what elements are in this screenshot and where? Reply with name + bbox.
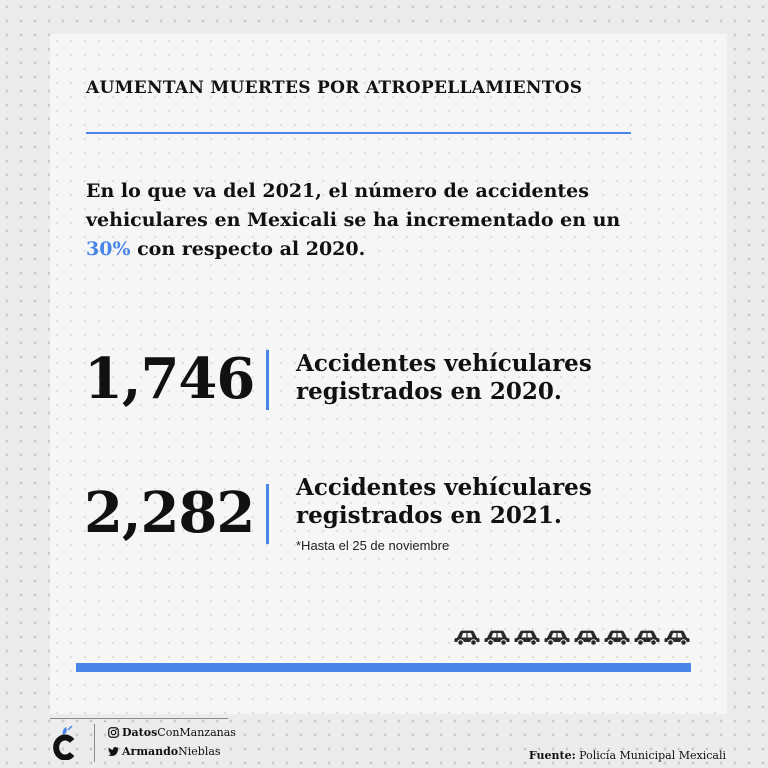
car-icon [454,628,480,646]
instagram-handle-rest: ConManzanas [157,726,236,739]
car-icon [664,628,690,646]
car-icon [484,628,510,646]
car-icon [634,628,660,646]
source-credit [529,749,726,762]
title-underline [86,132,631,134]
car-icon [574,628,600,646]
stat-2021-description [296,474,676,530]
apple-logo-icon [52,724,78,760]
stat-2021-footnote: *Hasta el 25 de noviembre [296,538,450,553]
stat-2020-line1: Accidentes vehículares [296,350,592,377]
stat-2021-number: 2,282 [84,480,255,546]
infographic-card [50,34,727,714]
twitter-handle-bold: Armando [122,745,179,758]
stat-2020-divider [266,350,269,410]
stat-2021-divider [266,484,269,544]
twitter-icon [108,746,119,757]
stat-2021-line1: Accidentes vehículares [296,474,592,501]
intro-highlight-percent: 30% [86,238,131,260]
intro-text-before: En lo que va del 2021, el número de accidentes vehiculares en Mexicali se ha incrementado en un [86,180,621,231]
instagram-handle[interactable] [108,726,236,739]
stat-2020-description [296,350,676,406]
stat-2020-number: 1,746 [84,346,255,412]
car-icons-row [454,628,690,646]
instagram-handle-bold: Datos [122,726,158,739]
footer-divider [50,718,228,719]
car-icon [514,628,540,646]
car-icon [544,628,570,646]
twitter-handle-rest: Nieblas [178,745,221,758]
page-title: AUMENTAN MUERTES POR ATROPELLAMIENTOS [86,78,583,98]
instagram-icon [108,727,119,738]
footer-separator [94,724,95,762]
intro-text-after: con respecto al 2020. [130,238,366,260]
car-icon [604,628,630,646]
twitter-handle[interactable] [108,745,221,758]
source-text: Policía Municipal Mexicali [575,749,726,762]
source-label: Fuente: [528,749,576,762]
bottom-accent-bar [76,663,691,672]
intro-paragraph [86,177,646,264]
stat-2021-line2: registrados en 2021. [296,502,562,529]
stat-2020-line2: registrados en 2020. [296,378,562,405]
